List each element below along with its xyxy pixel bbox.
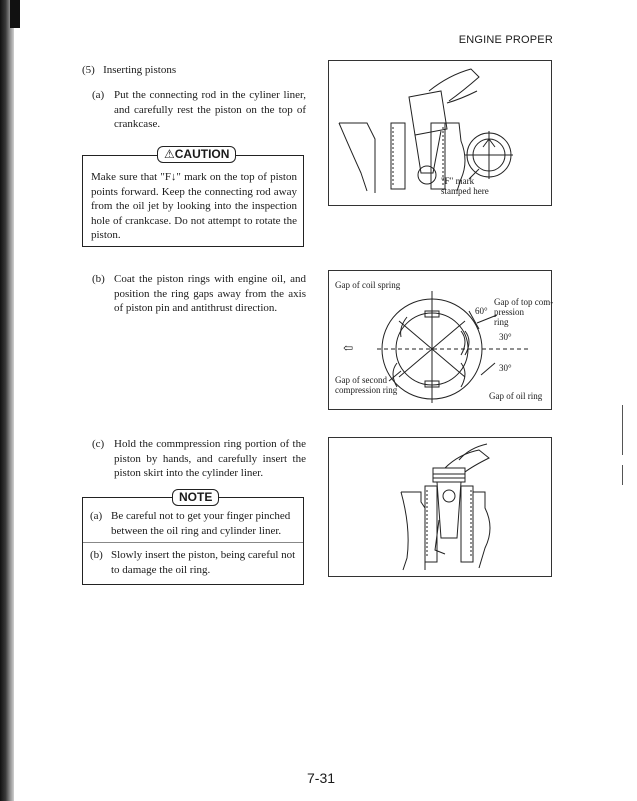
caution-box — [82, 155, 304, 247]
angle-30-lower-label: 30° — [499, 363, 512, 373]
coil-spring-gap-label: Gap of coil spring — [335, 280, 401, 290]
note-label: NOTE — [179, 490, 213, 504]
figure-piston-on-crankcase — [328, 60, 552, 206]
top-compression-gap-label-3: ring — [494, 317, 509, 327]
note-b-marker: (b) — [90, 549, 103, 561]
step-title: (5) Inserting pistons — [82, 64, 177, 76]
step-b-marker: (b) — [92, 273, 105, 285]
caution-badge — [157, 146, 236, 163]
piston-crankcase-illustration — [329, 61, 551, 205]
step-a-text: Put the connecting rod in the cyliner liner, and carefully rest the piston on the top of crankcase. — [114, 89, 306, 130]
note-badge — [172, 489, 219, 506]
note-divider — [83, 542, 303, 543]
stamped-here-label: stamped here — [441, 186, 489, 196]
scan-binding-mark — [10, 0, 20, 28]
figure-ring-gap-positions — [328, 270, 552, 410]
step-a-marker: (a) — [92, 89, 105, 101]
scan-binding-edge — [0, 0, 14, 801]
top-compression-gap-label-1: Gap of top com- — [494, 297, 554, 307]
note-a-marker: (a) — [90, 510, 103, 522]
f-mark-label: "F" mark — [441, 176, 475, 186]
second-compression-gap-label-2: compression ring — [335, 385, 398, 395]
page-number: 7-31 — [307, 770, 336, 786]
scan-edge-line — [622, 405, 623, 455]
note-b-text: Slowly insert the piston, being careful not to damage the oil ring. — [111, 549, 296, 576]
second-compression-gap-label-1: Gap of second — [335, 375, 387, 385]
note-a-text: Be careful not to get your finger pinched between the oil ring and cylinder liner. — [111, 510, 291, 537]
section-header: ENGINE PROPER — [458, 34, 553, 46]
angle-30-upper-label: 30° — [499, 332, 512, 342]
forward-arrow-icon: ⇦ — [343, 341, 354, 355]
step-c-marker: (c) — [92, 438, 105, 450]
step-c-text: Hold the commpression ring portion of the piston by hands, and carefully insert the piston skirt into the cylinder liner. — [114, 438, 306, 479]
oil-ring-gap-label: Gap of oil ring — [489, 391, 543, 401]
scan-edge-line — [622, 465, 623, 485]
note-box — [82, 497, 304, 585]
figure-piston-insertion — [328, 437, 552, 577]
caution-text: Make sure that "F↓" mark on the top of piston points forward. Keep the connecting rod away from the oil jet by looking into the inspection hole of crankcase. Do not attempt to rotate the piston. — [91, 171, 297, 241]
step-b-text: Coat the piston rings with engine oil, and position the ring gaps away from the axis of piston pin and antithrust direction. — [114, 273, 306, 314]
warning-triangle-icon: ⚠ — [164, 147, 175, 161]
top-compression-gap-label-2: pression — [494, 307, 524, 317]
caution-label: CAUTION — [174, 147, 230, 161]
angle-60-label: 60° — [475, 306, 488, 316]
piston-insertion-illustration — [329, 438, 551, 576]
